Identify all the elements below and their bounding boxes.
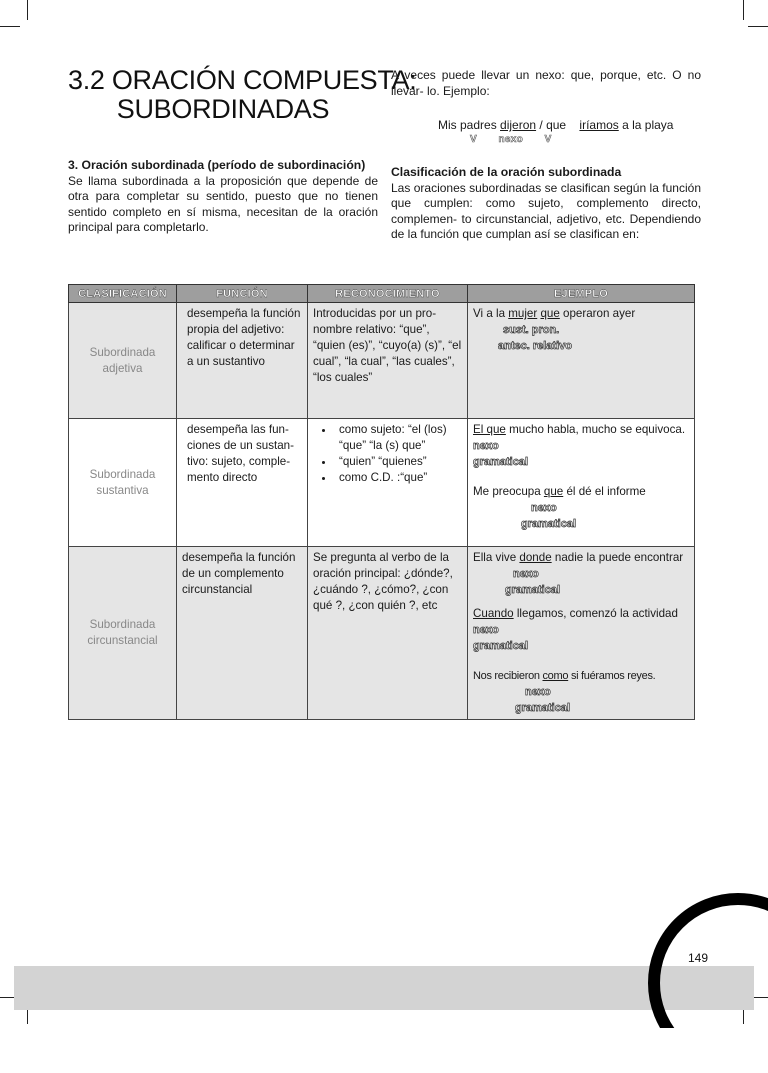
title-line-1: 3.2 ORACIÓN COMPUESTA: xyxy=(68,65,417,95)
list-item: • como sujeto: “el (los) “que” “la (s) que” xyxy=(335,422,462,454)
example-label: antec. relativo xyxy=(498,340,572,352)
table-row xyxy=(69,419,695,547)
example-sentence xyxy=(473,606,689,622)
example-text: Nos recibieron xyxy=(473,670,543,682)
example-text: Vi a la xyxy=(473,307,509,320)
intro-text: A veces puede llevar un nexo: que, porque, etc. O no llevar- lo. Ejemplo: xyxy=(391,68,701,98)
cell-ejemplo xyxy=(468,547,695,720)
page-number: 149 xyxy=(688,951,709,965)
example-nexo: como xyxy=(542,670,569,682)
example-text: si fuéramos reyes. xyxy=(568,670,656,682)
header-funcion: FUNCIÓN xyxy=(177,285,308,303)
cell-funcion: desempeña las fun- ciones de un sustan- tivo: sujeto, comple- mento directo xyxy=(177,419,308,547)
example-nexo: El que xyxy=(473,423,506,436)
example-word: Mis padres xyxy=(438,118,501,132)
example-text: nadie la puede encontrar xyxy=(551,551,684,564)
table-row xyxy=(69,303,695,419)
example-word: / que xyxy=(536,118,580,132)
example-antecedent: mujer xyxy=(508,307,538,320)
example-sentence xyxy=(473,484,689,500)
example-relative: que xyxy=(540,307,560,320)
example-label: gramatical xyxy=(515,702,571,714)
footer-bar xyxy=(14,966,754,1010)
example-label: nexo xyxy=(513,568,539,580)
subordinate-table xyxy=(68,284,695,720)
example-word: a la playa xyxy=(618,118,674,132)
example-label: gramatical xyxy=(473,640,529,652)
section-definition xyxy=(68,158,378,236)
header-clasificacion: CLASIFICACIÓN xyxy=(69,285,177,303)
example-label: nexo xyxy=(473,624,499,636)
classification-title: Clasificación de la oración subordinada xyxy=(391,165,622,179)
cell-reconocimiento: Introducidas por un pro- nombre relativo: “que”, “quien (es)”, “cuyo(a) (s)”, “el cual”, “la cual”, “las cuales”, “los cuales” xyxy=(308,303,468,419)
example-label: sust. pron. xyxy=(503,324,560,336)
example-label: nexo xyxy=(525,686,551,698)
example-text: él dé el informe xyxy=(563,485,646,498)
intro-text-block xyxy=(391,68,701,99)
header-ejemplo: EJEMPLO xyxy=(468,285,695,303)
cell-funcion: desempeña la función de un complemento circunstancial xyxy=(177,547,308,720)
example-verb: iríamos xyxy=(579,118,619,132)
section-body: Se llama subordinada a la proposición que depende de otra para completar su sentido, puesto que no tienen sentido completo en sí misma, necesitan de la oración principal para completarlo. xyxy=(68,173,378,234)
section-title: 3. Oración subordinada (período de subordinación) xyxy=(68,158,366,172)
header-reconocimiento: RECONOCIMIENTO xyxy=(308,285,468,303)
classification-body: Las oraciones subordinadas se clasifican según la función que cumplen: como sujeto, complemento directo, complemen- to circunstancial, adjetivo, etc. Dependiendo de la función que cumplan así se clasifican en: xyxy=(391,180,701,241)
cell-ejemplo xyxy=(468,419,695,547)
example-text: mucho habla, mucho se equivoca. xyxy=(505,423,686,436)
example-label: gramatical xyxy=(521,518,577,530)
crop-mark xyxy=(748,26,768,27)
crop-mark xyxy=(0,26,20,27)
cell-reconocimiento: Se pregunta al verbo de la oración principal: ¿dónde?, ¿cuándo ?, ¿cómo?, ¿con qué ?, ¿con quién ?, etc xyxy=(308,547,468,720)
example-sentence xyxy=(473,550,689,566)
example-sentence xyxy=(473,422,689,438)
example-verb: dijeron xyxy=(500,118,537,132)
intro-example xyxy=(438,118,673,132)
cell-clase: Subordinada circunstancial xyxy=(69,547,177,720)
cell-clase: Subordinada adjetiva xyxy=(69,303,177,419)
example-label: nexo xyxy=(473,440,499,452)
cell-ejemplo xyxy=(468,303,695,419)
cell-funcion: desempeña la función propia del adjetivo: calificar o determinar a un sustantivo xyxy=(177,303,308,419)
example-text: Ella vive xyxy=(473,551,520,564)
example-nexo: que xyxy=(543,485,564,498)
cell-clase: Subordinada sustantiva xyxy=(69,419,177,547)
classification-block xyxy=(391,165,701,243)
example-label: nexo xyxy=(531,502,557,514)
table-row xyxy=(69,547,695,720)
example-sentence xyxy=(473,668,689,684)
cell-reconocimiento xyxy=(308,419,468,547)
table-header-row xyxy=(69,285,695,303)
title-line-2: SUBORDINADAS xyxy=(116,94,330,124)
list-item: • como C.D. :“que” xyxy=(335,470,462,486)
example-text: Me preocupa xyxy=(473,485,544,498)
example-label: gramatical xyxy=(473,456,529,468)
example-label: gramatical xyxy=(505,584,561,596)
example-text: llegamos, comenzó la actividad xyxy=(513,607,678,620)
example-nexo: Cuando xyxy=(473,607,514,620)
crop-mark xyxy=(743,0,744,20)
example-sentence xyxy=(473,306,689,322)
page-title xyxy=(68,65,417,124)
recognition-list xyxy=(313,422,462,486)
example-labels: V nexo V xyxy=(470,134,552,145)
crop-mark xyxy=(27,0,28,20)
example-text: operaron ayer xyxy=(559,307,636,320)
page-corner-arc xyxy=(648,893,768,1073)
list-item: • “quien” “quienes” xyxy=(335,454,462,470)
example-nexo: donde xyxy=(519,551,552,564)
